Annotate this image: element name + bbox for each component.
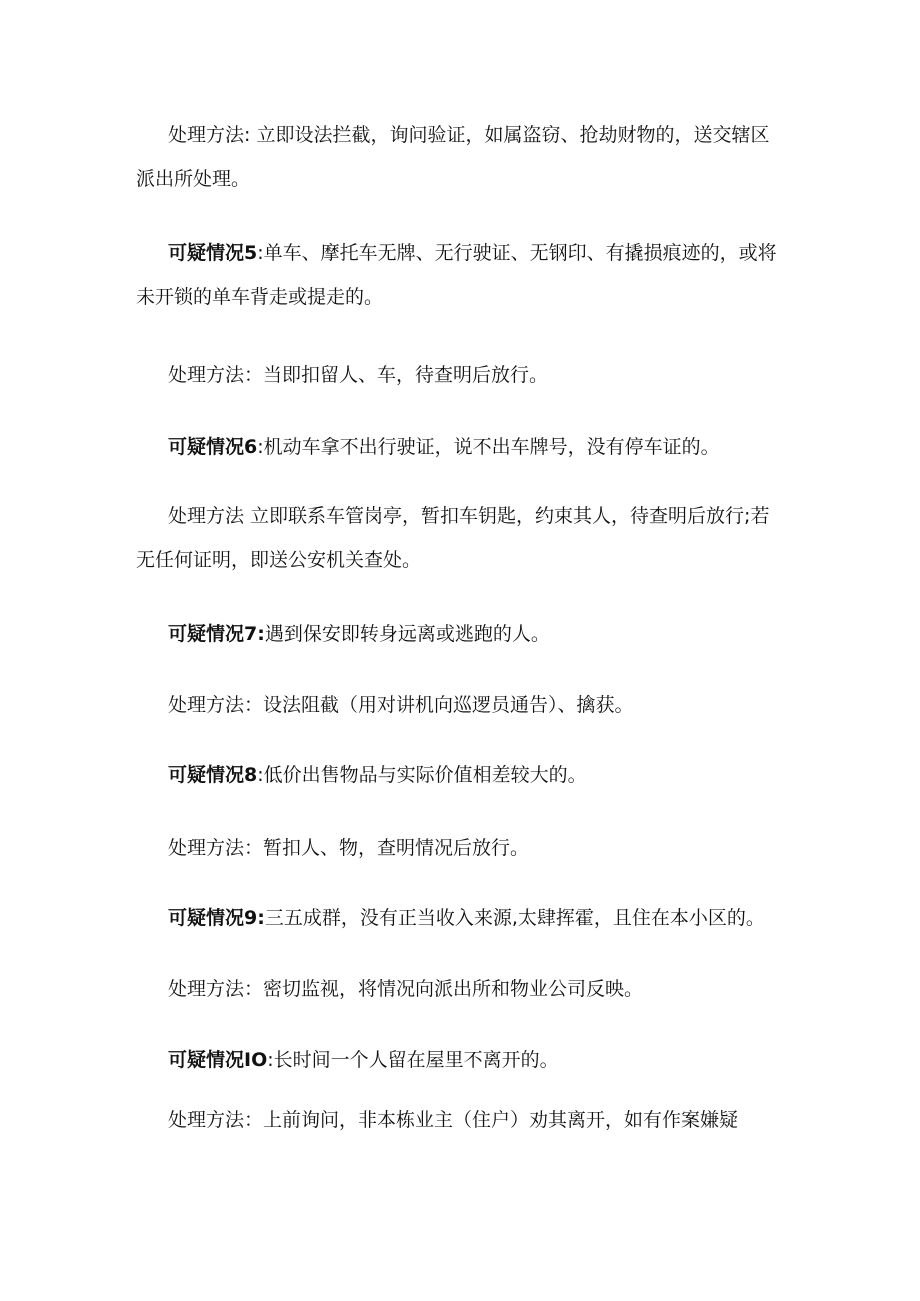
- paragraph-10-label: 可疑情况9:: [168, 907, 265, 929]
- paragraph-9-text: 处理方法：暂扣人、物，查明情况后放行。: [168, 837, 530, 859]
- paragraph-6: [136, 612, 786, 656]
- paragraph-6-text: 遇到保安即转身远离或逃跑的人。: [264, 623, 550, 645]
- paragraph-3: [136, 353, 786, 397]
- paragraph-4-label: 可疑情况6: [168, 436, 258, 458]
- paragraph-11-text: 处理方法：密切监视，将情况向派出所和物业公司反映。: [168, 978, 644, 1000]
- paragraph-12-text: :长时间一个人留在屋里不离开的。: [267, 1049, 559, 1071]
- paragraph-8: [136, 753, 786, 797]
- paragraph-7-text: 处理方法：设法阻截（用对讲机向巡逻员通告）、擒获。: [168, 694, 634, 716]
- paragraph-10-text: 三五成群，没有正当收入来源,太肆挥霍，且住在本小区的。: [264, 907, 765, 929]
- paragraph-2-text: :单车、摩托车无牌、无行驶证、无钢印、有撬损痕迹的，或将未开锁的单车背走或提走的。: [136, 242, 777, 308]
- paragraph-9: [136, 826, 786, 870]
- paragraph-8-label: 可疑情况8: [168, 764, 258, 786]
- paragraph-13-text: 处理方法：上前询问，非本栋业主（住户）劝其离开，如有作案嫌疑: [168, 1109, 739, 1131]
- paragraph-13: [136, 1098, 786, 1142]
- paragraph-2-label: 可疑情况5: [168, 242, 258, 264]
- paragraph-2: [136, 231, 786, 319]
- paragraph-1-text: 处理方法: 立即设法拦截，询问验证，如属盗窃、抢劫财物的，送交辖区派出所处理。: [136, 124, 770, 190]
- paragraph-3-text: 处理方法：当即扣留人、车，待查明后放行。: [168, 364, 549, 386]
- paragraph-12-label: 可疑情况IO: [168, 1049, 268, 1071]
- paragraph-5-text: 处理方法 立即联系车管岗亭，暂扣车钥匙，约束其人，待查明后放行;若无任何证明，即送公安机关查处。: [136, 505, 770, 571]
- paragraph-1: [136, 113, 786, 201]
- paragraph-5: [136, 494, 786, 582]
- paragraph-11: [136, 967, 786, 1011]
- paragraph-4: [136, 425, 786, 469]
- paragraph-4-text: :机动车拿不出行驶证，说不出车牌号，没有停车证的。: [257, 436, 720, 458]
- paragraph-6-label: 可疑情况7:: [168, 623, 265, 645]
- paragraph-10: [136, 896, 786, 940]
- paragraph-7: [136, 683, 786, 727]
- paragraph-8-text: :低价出售物品与实际价值相差较大的。: [257, 764, 587, 786]
- paragraph-12: [136, 1038, 786, 1082]
